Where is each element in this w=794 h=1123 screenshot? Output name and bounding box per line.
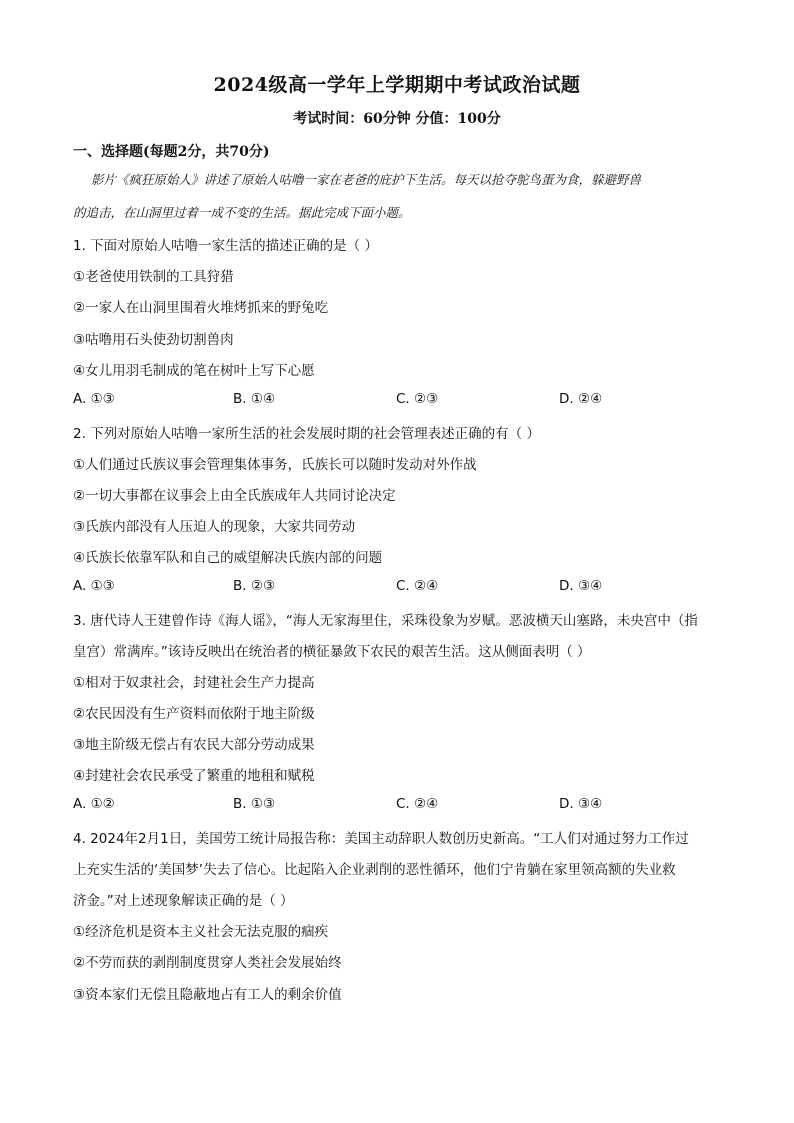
question-3-stem-line-1: 3. 唐代诗人王建曾作诗《海人谣》，“海人无家海里住，采珠役象为岁赋。恶波横天山塞路，未央宫中（指 <box>73 613 698 629</box>
question-3-stem-line-2: 皇宫）常满库。”该诗反映出在统治者的横征暴敛下农民的艰苦生活。这从侧面表明（ ） <box>73 644 591 660</box>
question-2-stem: 2. 下列对原始人咕噜一家所生活的社会发展时期的社会管理表述正确的有（ ） <box>73 426 540 442</box>
question-2-item-3: ③氏族内部没有人压迫人的现象，大家共同劳动 <box>73 519 356 535</box>
question-4-item-2: ②不劳而获的剥削制度贯穿人类社会发展始终 <box>73 955 342 971</box>
question-2-item-1: ①人们通过氏族议事会管理集体事务，氏族长可以随时发动对外作战 <box>73 457 477 473</box>
question-4-stem-line-1: 4. 2024年2月1日，美国劳工统计局报告称：美国主动辞职人数创历史新高。“工人们对通过努力工作过 <box>73 831 689 847</box>
question-3-option-a: A. ①② <box>73 796 115 812</box>
question-3-option-d: D. ③④ <box>559 796 603 812</box>
question-1-item-3: ③咕噜用石头使劲切割兽肉 <box>73 332 234 348</box>
question-1-stem: 1. 下面对原始人咕噜一家生活的描述正确的是（ ） <box>73 238 378 254</box>
exam-info: 考试时间：60分钟 分值：100分 <box>293 111 501 127</box>
question-2-item-2: ②一切大事都在议事会上由全氏族成年人共同讨论决定 <box>73 488 396 504</box>
passage-line-2: 的追击，在山洞里过着一成不变的生活。据此完成下面小题。 <box>73 205 411 220</box>
section-heading: 一、选择题(每题2分，共70分) <box>73 144 270 160</box>
question-2-option-a: A. ①③ <box>73 578 115 594</box>
question-2-option-c: C. ②④ <box>396 578 439 594</box>
question-1-item-2: ②一家人在山洞里围着火堆烤抓来的野兔吃 <box>73 300 329 316</box>
question-3-option-b: B. ①③ <box>233 796 276 812</box>
question-3-item-3: ③地主阶级无偿占有农民大部分劳动成果 <box>73 737 315 753</box>
question-1-option-a: A. ①③ <box>73 391 115 407</box>
question-3-option-c: C. ②④ <box>396 796 439 812</box>
page-title: 2024级高一学年上学期期中考试政治试题 <box>213 74 581 96</box>
question-1-item-1: ①老爸使用铁制的工具狩猎 <box>73 269 234 285</box>
question-3-item-2: ②农民因没有生产资料而依附于地主阶级 <box>73 706 315 722</box>
question-2-item-4: ④氏族长依靠军队和自己的威望解决氏族内部的问题 <box>73 550 383 566</box>
question-1-item-4: ④女儿用羽毛制成的笔在树叶上写下心愿 <box>73 363 315 379</box>
question-1-option-c: C. ②③ <box>396 391 439 407</box>
question-1-option-b: B. ①④ <box>233 391 276 407</box>
question-3-item-4: ④封建社会农民承受了繁重的地租和赋税 <box>73 768 315 784</box>
question-1-option-d: D. ②④ <box>559 391 603 407</box>
question-4-stem-line-3: 济金。”对上述现象解读正确的是（ ） <box>73 893 294 909</box>
question-4-stem-line-2: 上充实生活的‘美国梦’失去了信心。比起陷入企业剥削的恶性循环，他们宁肯躺在家里领高额的失业救 <box>73 862 676 878</box>
question-4-item-1: ①经济危机是资本主义社会无法克服的痼疾 <box>73 924 329 940</box>
question-3-item-1: ①相对于奴隶社会，封建社会生产力提高 <box>73 675 315 691</box>
passage-line-1: 影片《疯狂原始人》讲述了原始人咕噜一家在老爸的庇护下生活。每天以抢夺鸵鸟蛋为食，躲避野兽 <box>91 172 642 187</box>
question-2-option-b: B. ②③ <box>233 578 276 594</box>
question-2-option-d: D. ③④ <box>559 578 603 594</box>
question-4-item-3: ③资本家们无偿且隐蔽地占有工人的剩余价值 <box>73 987 342 1003</box>
